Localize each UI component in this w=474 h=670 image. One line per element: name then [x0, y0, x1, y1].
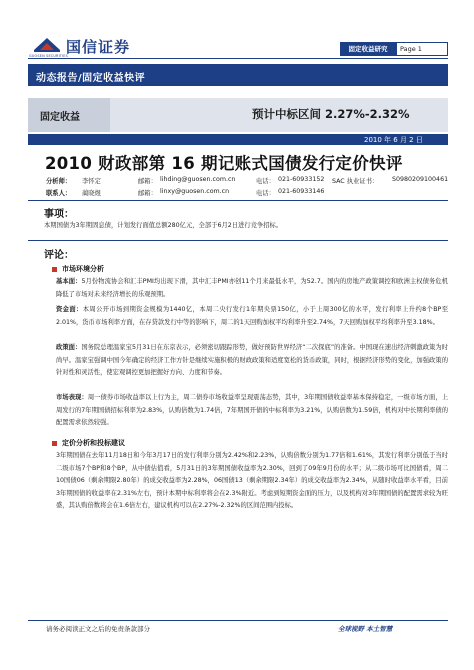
brand-name-cn: 国信证券 — [66, 38, 131, 56]
analyst-email-label: 邮箱： — [138, 178, 157, 185]
report-type: 动态报告/固定收益快评 — [36, 73, 146, 84]
analyst-phone: 021-60933152 — [278, 176, 325, 183]
contact-phone-label: 电话： — [256, 190, 275, 197]
guosen-logo — [28, 34, 156, 60]
env-subheading: 市场环境分析 — [52, 264, 104, 274]
analyst-phone-label: 电话： — [256, 178, 275, 185]
research-type-tag: 固定收益研究 — [340, 42, 396, 56]
contact-role-label: 联系人： — [46, 190, 72, 197]
contact-email: linxy@guosen.com.cn — [160, 188, 230, 195]
pricing-paragraph: 3年期国债在去年11月18日和今年3月17日的发行利率分别为2.42%和2.23%，认购倍数分别为1.77倍和1.61%，其发行利率分别低于当时二级市场7个BP和8个BP，从中债估值看，5月31日的3年期国债收益率为2.30%，回到了09年9月份的水平；从二级市场可比国债看，周二10国债06（剩余期限2.80年）的成交收益率为2.28%，06国债13（剩余期限2.34年）的成交收益率为2.34%，从随时收益率水平看，目前3年期国债的收益率在2.31%左右，预计本期中标利率将会在2.3%附近。考虑到短期资金面的压力，以及机构对3年期国债的配置需求较为旺盛，其认购倍数将会在1.6倍左右，建议机构可以在2.27%-2.32%的区间范围内投标。 — [56, 452, 448, 509]
footer-divider — [28, 620, 448, 621]
bullet-square-icon — [52, 441, 57, 446]
contact-phone: 021-60933146 — [278, 188, 325, 195]
section-divider — [28, 240, 448, 241]
section-divider — [28, 200, 448, 201]
contact-name: 蔺晓煜 — [82, 190, 101, 197]
analyst-role-label: 分析师： — [46, 178, 72, 185]
page-number: Page 1 — [396, 42, 448, 56]
report-date: 2010 年 6 月 2 日 — [364, 136, 423, 144]
analyst-cert-label: SAC 执业证书： — [332, 178, 379, 185]
market-paragraph: 市场表现：周一债券市场收益率以上行为主，周二债券市场收益率呈现震荡态势，其中，3年期国债收益率基本保持稳定，一级市场方面，上周发行的7年期国债招标利率为2.83%，认购倍数为1.74倍，7年期国开债的中标利率为3.21%，认购倍数为1.59倍，机构对中长期利率债的配置需求依然较强。 — [56, 394, 449, 426]
bullet-square-icon — [52, 267, 57, 272]
policy-paragraph: 政策面：国务院总理温家宝5月31日在东京表示，必须密切跟踪形势，做好预防世界经济“二次探底”的准备。中国现在速出经济刺激政策为时尚早。温家宝强调中国今年确定的经济工作方针是继续实施积极的财政政策和适度宽松的货币政策，同时，根据经济形势的变化，加强政策的针对性和灵活性，使宏观调控更加把握好方向、力度和节奏。 — [56, 344, 448, 376]
analyst-email: lihding@guosen.com.cn — [160, 176, 236, 183]
fundamentals-paragraph: 基本面：5月份物流协会和汇丰PMI均出现下滑，其中汇丰PMI亦创11个月来最低水平，为52.7。国内的房地产政策调控和欧洲主权债务危机降低了市场对未来经济增长的乐观预期。 — [56, 278, 449, 298]
report-category: 固定收益 — [40, 112, 80, 123]
brand-name-en: GUOSEN SECURITIES — [29, 54, 68, 58]
forecast-range: 预计中标区间 2.27%-2.32% — [252, 107, 410, 121]
pricing-subheading: 定价分析和投标建议 — [52, 438, 125, 448]
comment-heading: 评论： — [44, 250, 74, 261]
report-title: 2010 财政部第 16 期记账式国债发行定价快评 — [45, 154, 403, 173]
contact-email-label: 邮箱： — [138, 190, 157, 197]
funding-paragraph: 资金面：本周公开市场到期资金规模为1440亿，本周二央行发行1年期央票150亿，小于上周300亿的水平，发行利率上升约8个BP至2.01%，货币市场利率方面，在存贷款发行中等的影响下，周二的1天回购加权平均利率升至2.74%，7天回购加权平均利率升至3.18%。 — [56, 306, 448, 326]
footer-slogan: 全球视野 本土智慧 — [338, 625, 393, 633]
matter-text: 本期国债为3年期固息债，计划发行面值总额280亿元，全部于6月2日进行竞争招标。 — [44, 222, 283, 229]
header-divider — [28, 58, 448, 59]
analyst-cert: S0980209100461 — [392, 176, 449, 183]
matter-heading: 事项： — [44, 209, 74, 220]
guosen-logo-icon — [32, 36, 62, 54]
analyst-name: 李怀定 — [82, 178, 101, 185]
footer-disclaimer: 请务必阅读正文之后的免责条款部分 — [46, 625, 150, 633]
